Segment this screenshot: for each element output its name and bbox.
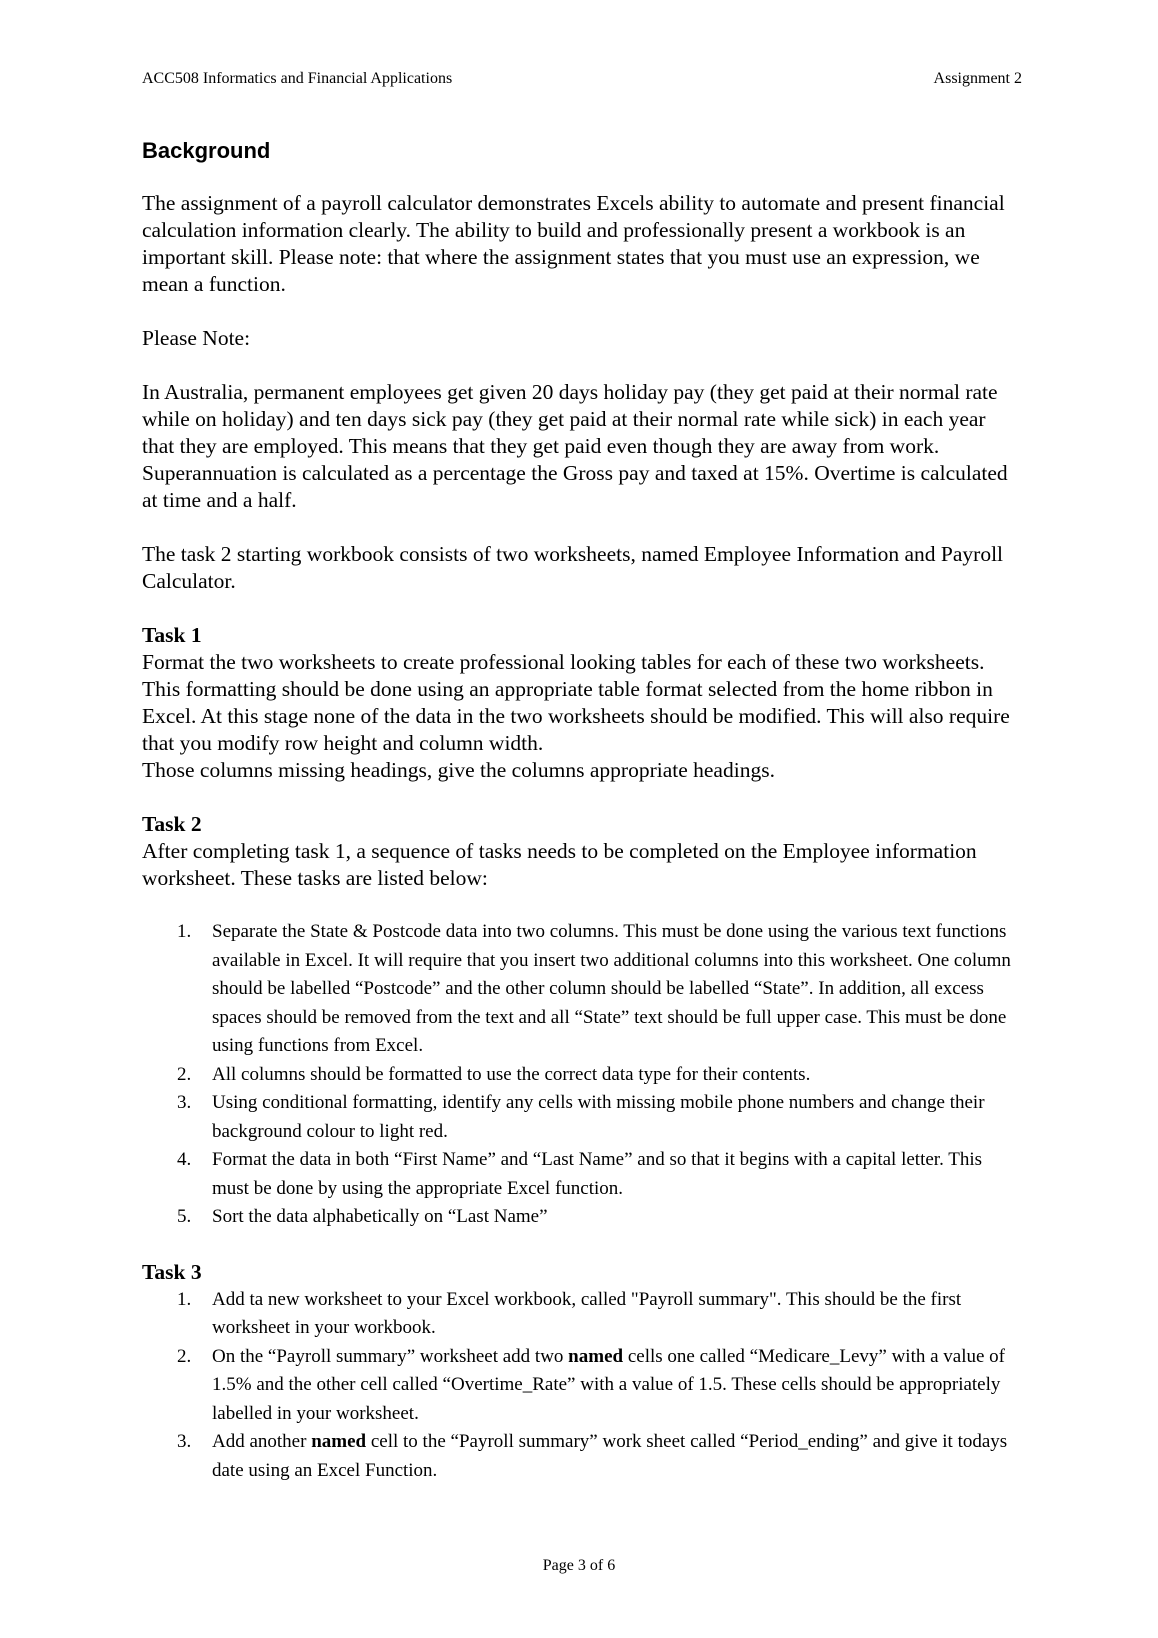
- list-number: 2.: [177, 1063, 192, 1085]
- task-1-text: [142, 649, 1022, 784]
- list-number: 5.: [177, 1206, 192, 1227]
- list-number: 4.: [177, 1149, 192, 1170]
- workbook-paragraph: The task 2 starting workbook consists of two worksheets, named Employee Information and Payroll Calculator.: [142, 542, 1004, 593]
- list-item: [142, 1428, 1022, 1485]
- list-number: 1.: [177, 921, 192, 942]
- list-text: Add another: [212, 1431, 312, 1452]
- header-assignment-label: Assignment 2: [933, 70, 1022, 87]
- please-note-label: Please Note:: [142, 326, 251, 350]
- list-text: Format the data in both “First Name” and “Last Name” and so that it begins with a capital letter. This must be done by using the appropriate Excel function.: [212, 1149, 983, 1199]
- task-2-list: [142, 918, 1022, 1232]
- list-item: [142, 1343, 1022, 1429]
- task-1-text-line: Format the two worksheets to create professional looking tables for each of these two worksheets. This formatting should be done using an appropriate table format selected from the home ribbon in Excel. At this stage none of the data in the two worksheets should be modified. This will also require that you modify row height and column width.: [142, 650, 1010, 755]
- list-item: [142, 1061, 1022, 1090]
- background-paragraph: The assignment of a payroll calculator demonstrates Excels ability to automate and present financial calculation information clearly. The ability to build and professionally present a workbook is an important skill. Please note: that where the assignment states that you must use an expression, we mean a function.: [142, 191, 1005, 296]
- header-course-title: ACC508 Informatics and Financial Applications: [142, 70, 453, 87]
- list-text: cells one called “Medicare_Levy” with a value of 1.5% and the other cell called “Overtime_Rate” with a value of 1.5. These cells should be appropriately labelled in your worksheet.: [212, 1345, 1006, 1424]
- australia-paragraph: In Australia, permanent employees get given 20 days holiday pay (they get paid at their normal rate while on holiday) and ten days sick pay (they get paid at their normal rate while sick) in each year that they are employed. This means that they get paid even though they are away from work. Superannuation is calculated as a percentage the Gross pay and taxed at 15%. Overtime is calculated at time and a half.: [142, 380, 1008, 512]
- list-number: 1.: [177, 1288, 192, 1310]
- task-3-section: [142, 1259, 1022, 1486]
- bold-term: named: [311, 1431, 367, 1452]
- task-1-text-line-2: Those columns missing headings, give the columns appropriate headings.: [142, 758, 775, 782]
- list-text: Using conditional formatting, identify any cells with missing mobile phone numbers and change their background colour to light red.: [212, 1092, 985, 1142]
- list-text: On the “Payroll summary” worksheet add two: [212, 1345, 569, 1367]
- list-number: 3.: [177, 1092, 192, 1113]
- list-number: 2.: [177, 1345, 192, 1367]
- list-text: All columns should be formatted to use the correct data type for their contents.: [212, 1063, 811, 1085]
- bold-term: named: [568, 1345, 624, 1367]
- task-2-title: Task 2: [142, 812, 202, 836]
- page-footer: Page 3 of 6: [542, 1557, 616, 1574]
- list-number: 3.: [177, 1431, 192, 1452]
- list-text: cell to the “Payroll summary” work sheet called “Period_ending” and give it todays date using an Excel Function.: [212, 1431, 1008, 1481]
- section-heading: Background: [142, 138, 271, 163]
- task-1-section: [142, 622, 1022, 784]
- list-item: [142, 918, 1022, 1061]
- task-2-intro: After completing task 1, a sequence of tasks needs to be completed on the Employee information worksheet. These tasks are listed below:: [142, 839, 977, 890]
- list-item: [142, 1146, 1022, 1203]
- list-item: [142, 1203, 1022, 1232]
- list-text: Add ta new worksheet to your Excel workbook, called "Payroll summary". This should be the first worksheet in your workbook.: [212, 1288, 962, 1338]
- list-item: [142, 1089, 1022, 1146]
- list-text: Sort the data alphabetically on “Last Name”: [212, 1206, 548, 1227]
- task-1-title: Task 1: [142, 623, 202, 647]
- list-item: [142, 1286, 1022, 1343]
- task-3-title: Task 3: [142, 1259, 202, 1284]
- page-header: [142, 70, 1022, 88]
- list-text: Separate the State & Postcode data into two columns. This must be done using the various text functions available in Excel. It will require that you insert two additional columns into this worksheet. One column should be labelled “Postcode” and the other column should be labelled “State”. In addition, all excess spaces should be removed from the text and all “State” text should be full upper case. This must be done using functions from Excel.: [212, 921, 1011, 1056]
- task-2-section: [142, 811, 1022, 1232]
- document-body: [142, 138, 1022, 1512]
- task-3-list: [142, 1286, 1022, 1486]
